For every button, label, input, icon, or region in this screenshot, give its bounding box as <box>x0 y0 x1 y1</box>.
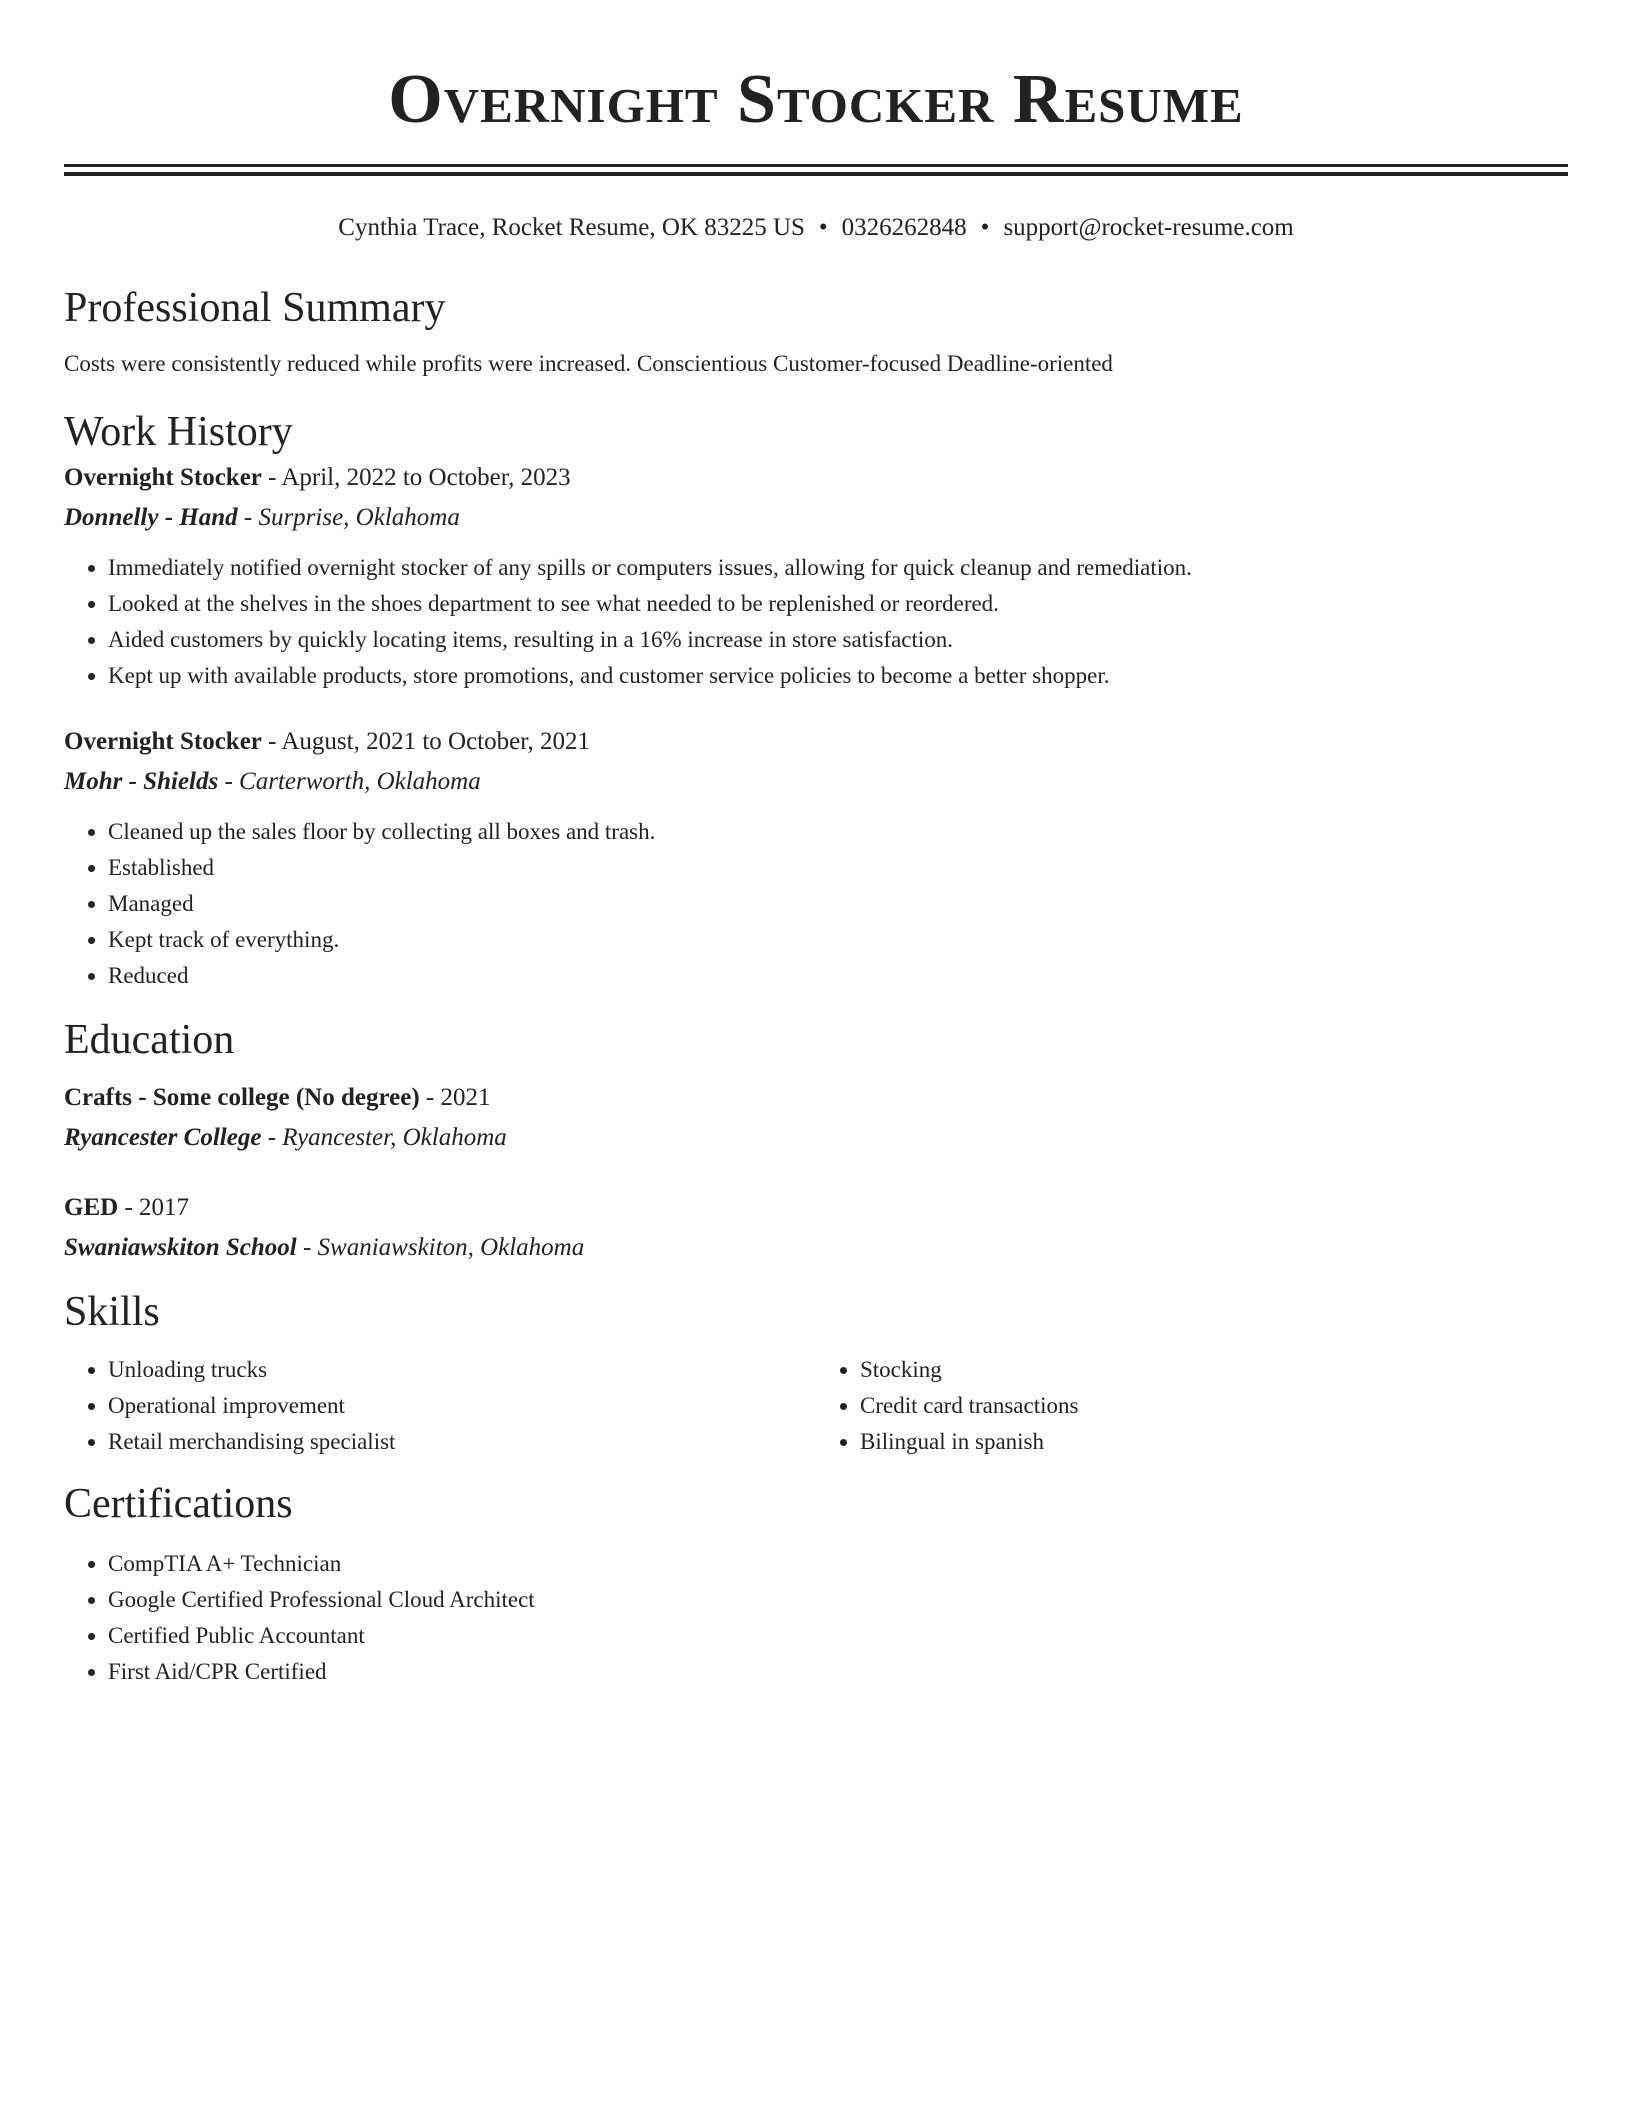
education-school-line <box>64 1228 1568 1268</box>
job-bullet: • Reduced <box>108 958 1568 994</box>
skills-list <box>64 1352 1568 1460</box>
job-dates: - August, 2021 to October, 2021 <box>261 728 591 755</box>
education-entry <box>64 1078 1568 1158</box>
skill-item: • Stocking <box>860 1352 1568 1388</box>
contact-line <box>64 212 1568 244</box>
job-title-line <box>64 458 1568 498</box>
section-heading-skills: Skills <box>64 1289 160 1335</box>
job-bullet: • Kept up with available products, store promotions, and customer service policies to become a better shopper. <box>108 658 1568 694</box>
job-company-line <box>64 498 1568 538</box>
job-company: Donnelly - Hand <box>64 504 238 531</box>
job-entry <box>64 722 1568 994</box>
skills-column-left <box>64 1352 816 1460</box>
job-location: - Carterworth, Oklahoma <box>218 768 481 795</box>
education-year: - 2017 <box>118 1194 190 1221</box>
contact-separator: • <box>980 214 990 241</box>
job-bullet: • Looked at the shelves in the shoes department to see what needed to be replenished or reordered. <box>108 586 1568 622</box>
education-degree: Crafts - Some college (No degree) <box>64 1084 420 1111</box>
section-heading-summary: Professional Summary <box>64 285 446 331</box>
job-bullets <box>64 814 1568 994</box>
certification-item: • Certified Public Accountant <box>108 1618 1568 1654</box>
education-degree-line <box>64 1078 1568 1118</box>
section-heading-certifications: Certifications <box>64 1481 293 1527</box>
education-school: Ryancester College <box>64 1124 262 1151</box>
contact-phone: 0326262848 <box>841 214 967 241</box>
certification-item: • CompTIA A+ Technician <box>108 1546 1568 1582</box>
skill-item: • Bilingual in spanish <box>860 1424 1568 1460</box>
certification-item: • Google Certified Professional Cloud Architect <box>108 1582 1568 1618</box>
education-year: - 2021 <box>419 1084 491 1111</box>
job-bullet: • Aided customers by quickly locating items, resulting in a 16% increase in store satisfaction. <box>108 622 1568 658</box>
education-location: - Swaniawskiton, Oklahoma <box>296 1234 585 1261</box>
job-bullet: • Kept track of everything. <box>108 922 1568 958</box>
contact-address: Cynthia Trace, Rocket Resume, OK 83225 US <box>338 214 805 241</box>
job-bullets <box>64 550 1568 694</box>
section-heading-work-history: Work History <box>64 409 293 455</box>
job-dates: - April, 2022 to October, 2023 <box>261 464 571 491</box>
job-title-line <box>64 722 1568 762</box>
job-entry <box>64 458 1568 694</box>
certification-item: • First Aid/CPR Certified <box>108 1654 1568 1690</box>
education-degree-line <box>64 1188 1568 1228</box>
certifications-list <box>64 1546 1568 1690</box>
job-company-line <box>64 762 1568 802</box>
job-title: Overnight Stocker <box>64 728 262 755</box>
skill-item: • Retail merchandising specialist <box>108 1424 816 1460</box>
summary-text: Costs were consistently reduced while profits were increased. Conscientious Customer-focused Deadline-oriented <box>64 351 1113 376</box>
skill-item: • Unloading trucks <box>108 1352 816 1388</box>
job-title: Overnight Stocker <box>64 464 262 491</box>
education-school-line <box>64 1118 1568 1158</box>
section-heading-education: Education <box>64 1017 235 1063</box>
job-bullet: • Established <box>108 850 1568 886</box>
education-entry <box>64 1188 1568 1268</box>
job-location: - Surprise, Oklahoma <box>237 504 460 531</box>
contact-separator: • <box>818 214 828 241</box>
contact-email: support@rocket-resume.com <box>1003 214 1294 241</box>
skill-item: • Credit card transactions <box>860 1388 1568 1424</box>
page-title: Overnight Stocker Resume <box>388 61 1244 138</box>
skills-column-right <box>816 1352 1568 1460</box>
education-degree: GED <box>64 1194 119 1221</box>
job-bullet: • Cleaned up the sales floor by collecting all boxes and trash. <box>108 814 1568 850</box>
job-bullet: • Immediately notified overnight stocker of any spills or computers issues, allowing for quick cleanup and remediation. <box>108 550 1568 586</box>
title-divider <box>64 164 1568 176</box>
education-location: - Ryancester, Oklahoma <box>261 1124 507 1151</box>
job-bullet: • Managed <box>108 886 1568 922</box>
skill-item: • Operational improvement <box>108 1388 816 1424</box>
job-company: Mohr - Shields <box>64 768 219 795</box>
education-school: Swaniawskiton School <box>64 1234 297 1261</box>
